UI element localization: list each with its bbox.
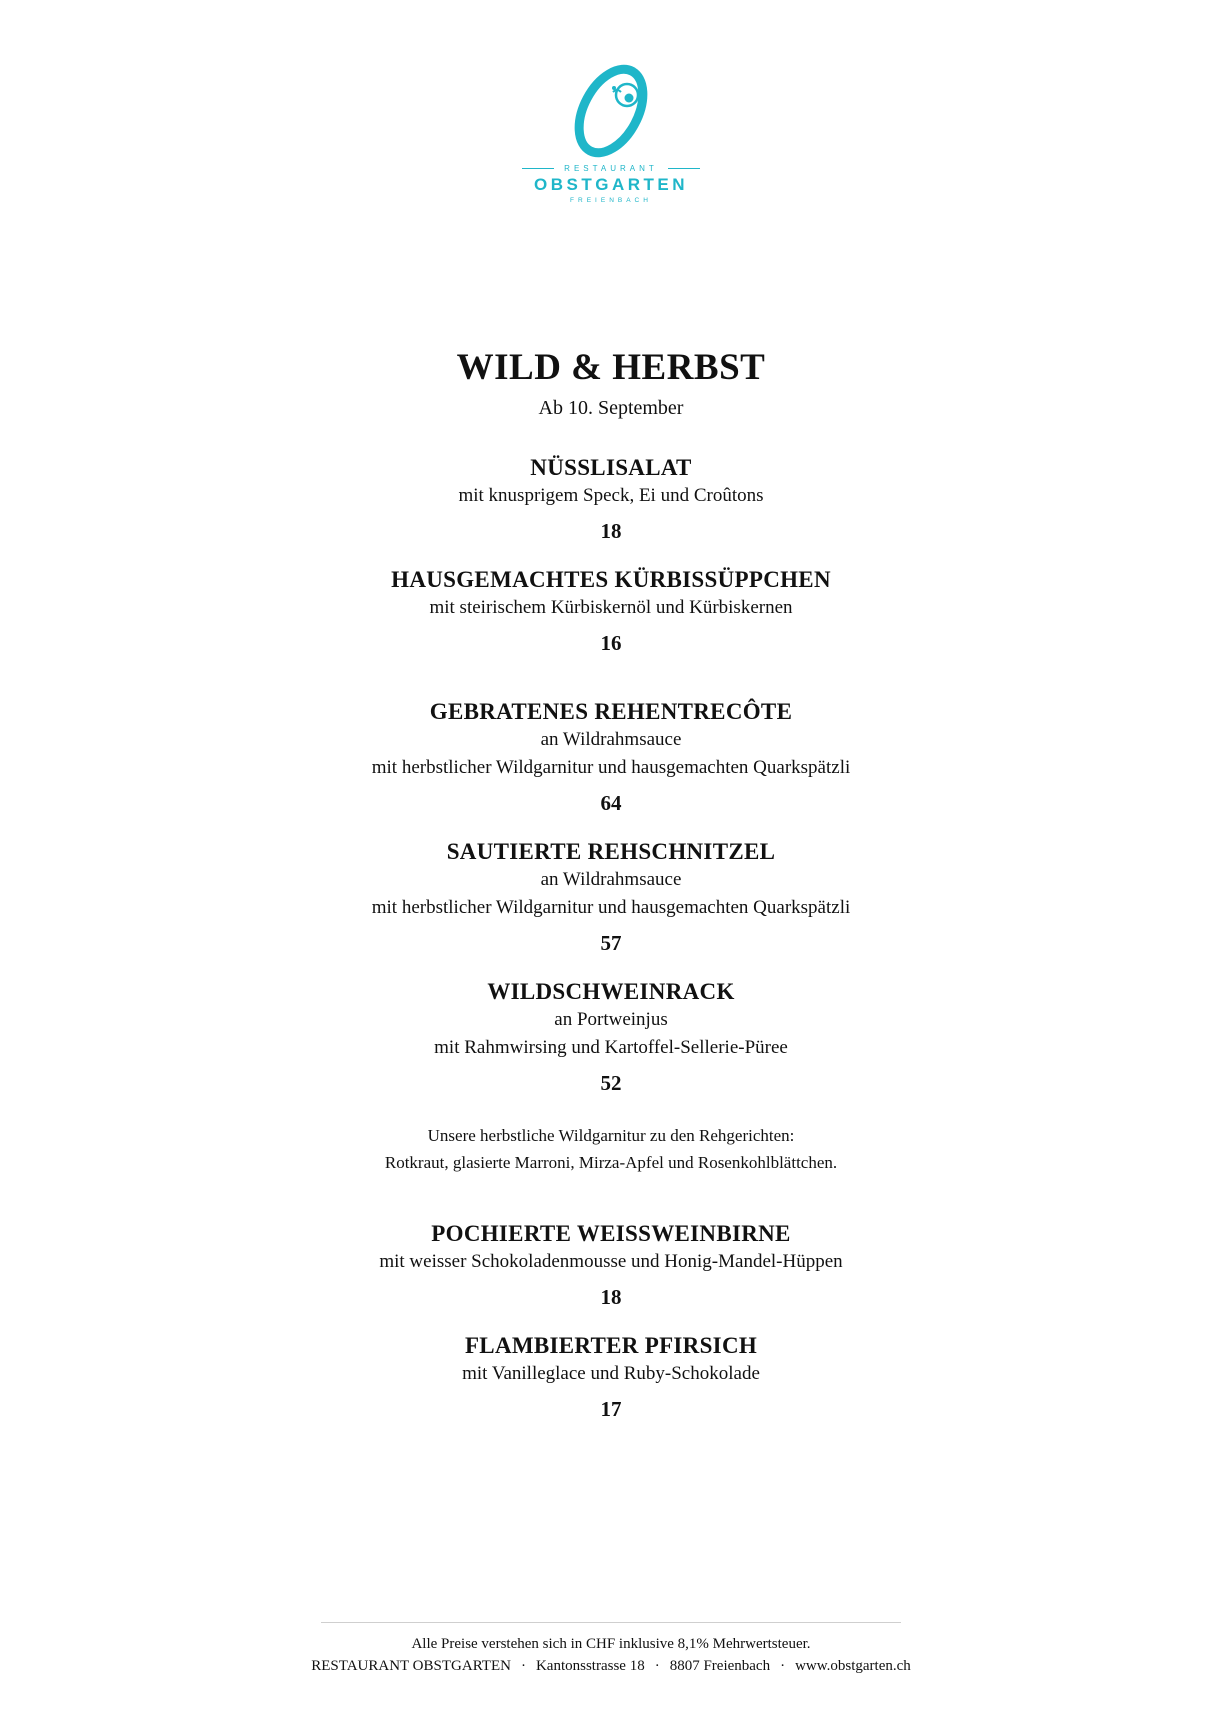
- menu-item-name: HAUSGEMACHTES KÜRBISSÜPPCHEN: [391, 567, 831, 592]
- garnish-note-line: Unsere herbstliche Wildgarnitur zu den Rehgerichten:: [427, 1126, 795, 1145]
- footer-address: [0, 1655, 1222, 1677]
- menu-item-description: mit Vanilleglace und Ruby-Schokolade: [462, 1363, 760, 1384]
- menu-item-description: an Portweinjus: [554, 1009, 668, 1030]
- menu-item-price: 17: [600, 1397, 622, 1421]
- menu-item-description: an Wildrahmsauce: [540, 869, 682, 890]
- footer-divider: [321, 1622, 901, 1623]
- footer-city: 8807 Freienbach: [669, 1658, 771, 1674]
- footer-separator: ·: [520, 1658, 526, 1674]
- garnish-note-line: Rotkraut, glasierte Marroni, Mirza-Apfel und Rosenkohlblättchen.: [384, 1153, 838, 1172]
- restaurant-logo: [0, 62, 1222, 204]
- menu-item-description: mit knusprigem Speck, Ei und Croûtons: [458, 485, 764, 506]
- menu-item-description: mit herbstlicher Wildgarnitur und hausgemachten Quarkspätzli: [371, 897, 851, 918]
- menu-item: [0, 1220, 1222, 1310]
- menu-title: WILD & HERBST: [456, 347, 766, 388]
- menu-item-name: SAUTIERTE REHSCHNITZEL: [446, 839, 776, 864]
- menu-item: [0, 978, 1222, 1096]
- menu-item-price: 18: [600, 519, 622, 543]
- menu-item-description: mit Rahmwirsing und Kartoffel-Sellerie-Püree: [434, 1037, 788, 1058]
- menu-item-description: mit steirischem Kürbiskernöl und Kürbiskernen: [429, 597, 793, 618]
- menu-item-name: GEBRATENES REHENTRECÔTE: [429, 699, 793, 724]
- menu-item: [0, 454, 1222, 544]
- menu-item: [0, 698, 1222, 816]
- menu-subtitle: Ab 10. September: [538, 397, 684, 419]
- logo-line-obstgarten: OBSTGARTEN: [534, 175, 688, 194]
- menu-item-name: POCHIERTE WEISSWEINBIRNE: [431, 1221, 791, 1246]
- menu-item: [0, 1332, 1222, 1422]
- footer-website-link[interactable]: www.obstgarten.ch: [795, 1658, 911, 1674]
- menu-item-price: 18: [600, 1285, 622, 1309]
- logo-line-freienbach: FREIENBACH: [570, 197, 652, 204]
- menu-item-price: 64: [600, 791, 622, 815]
- menu: [0, 346, 1222, 1422]
- menu-item: [0, 566, 1222, 656]
- logo-rule-right: [668, 168, 700, 169]
- menu-item-description: an Wildrahmsauce: [540, 729, 682, 750]
- footer: [0, 1622, 1222, 1677]
- menu-item-price: 16: [600, 631, 622, 655]
- footer-vat-note: Alle Preise verstehen sich in CHF inklusive 8,1% Mehrwertsteuer.: [411, 1636, 811, 1652]
- menu-item-price: 52: [600, 1071, 622, 1095]
- menu-item: [0, 838, 1222, 956]
- footer-separator: ·: [654, 1658, 660, 1674]
- menu-item-description: mit weisser Schokoladenmousse und Honig-Mandel-Hüppen: [379, 1251, 843, 1272]
- logo-line-restaurant: RESTAURANT: [564, 164, 658, 173]
- footer-street: Kantonsstrasse 18: [535, 1658, 645, 1674]
- logo-rule-left: [522, 168, 554, 169]
- menu-item-price: 57: [600, 931, 622, 955]
- menu-item-name: WILDSCHWEINRACK: [487, 979, 735, 1004]
- footer-restaurant-name: RESTAURANT OBSTGARTEN: [311, 1658, 511, 1674]
- menu-item-description: mit herbstlicher Wildgarnitur und hausgemachten Quarkspätzli: [371, 757, 851, 778]
- menu-item-name: NÜSSLISALAT: [530, 455, 692, 480]
- menu-item-name: FLAMBIERTER PFIRSICH: [464, 1333, 758, 1358]
- footer-separator: ·: [780, 1658, 786, 1674]
- garnish-note: [0, 1122, 1222, 1176]
- obstgarten-o-emblem-icon: [561, 62, 661, 160]
